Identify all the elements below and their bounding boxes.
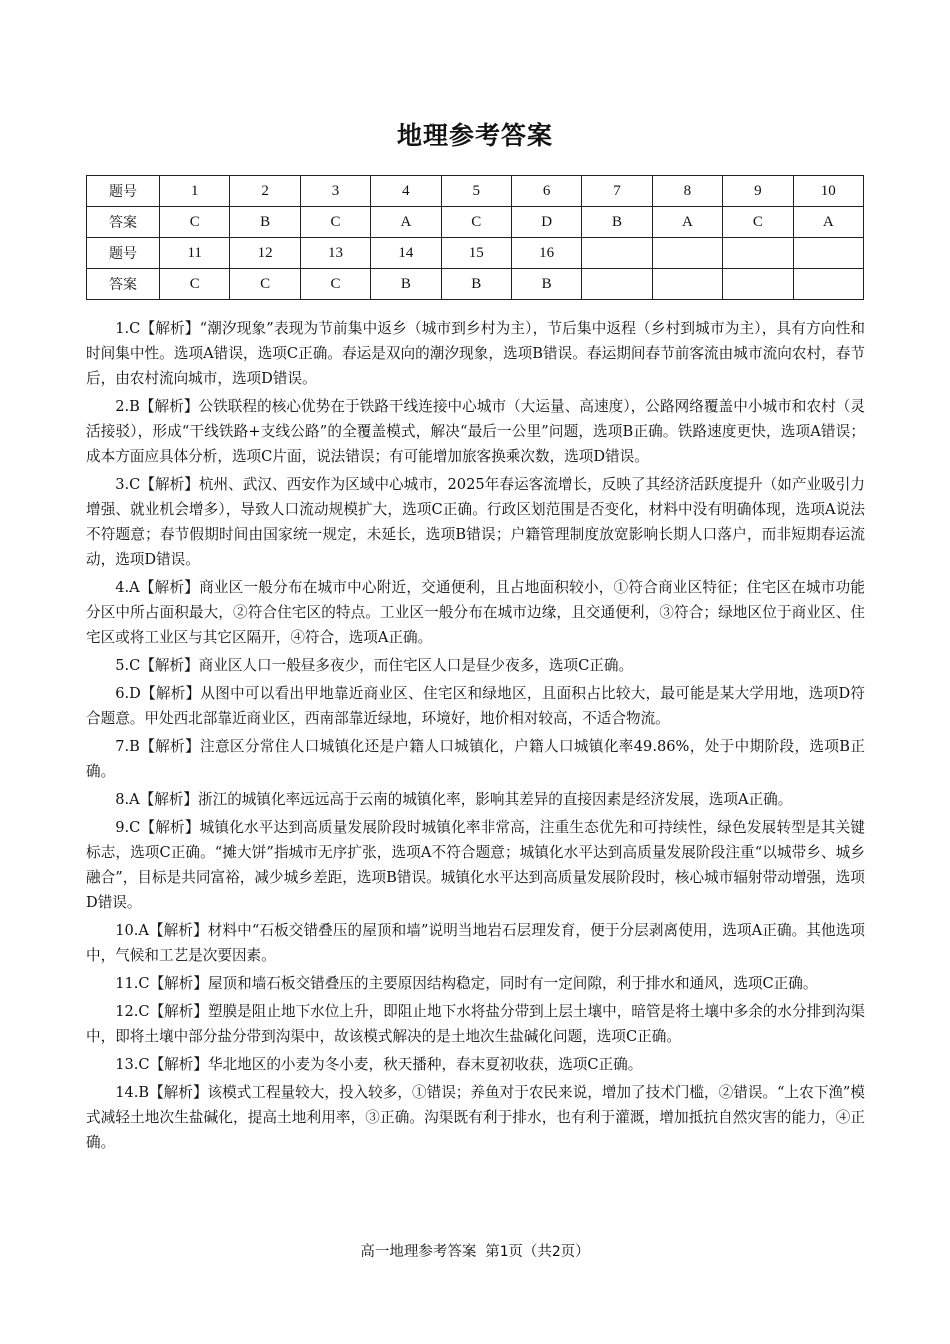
table-cell <box>582 269 652 300</box>
table-cell: 15 <box>441 238 511 269</box>
explanation-paragraph: 6.D【解析】从图中可以看出甲地靠近商业区、住宅区和绿地区，且面积占比较大，最可能是某大学用地，选项D符合题意。甲处西北部靠近商业区，西南部靠近绿地，环境好，地价相对较高，不适合物流。 <box>86 685 865 727</box>
table-cell: 5 <box>441 176 511 207</box>
table-cell: C <box>300 207 370 238</box>
table-header-cell: 题号 <box>87 238 160 269</box>
table-header-cell: 答案 <box>87 269 160 300</box>
table-cell: C <box>441 207 511 238</box>
table-cell: 3 <box>300 176 370 207</box>
explanation-paragraph: 2.B【解析】公铁联程的核心优势在于铁路干线连接中心城市（大运量、高速度），公路网络覆盖中小城市和农村（灵活接驳），形成“干线铁路+支线公路”的全覆盖模式，解决“最后一公里”问题，选项B正确。铁路速度更快，选项A错误；成本方面应具体分析，选项C片面，说法错误；有可能增加旅客换乘次数，选项D错误。 <box>86 398 865 465</box>
explanation-paragraph: 10.A【解析】材料中“石板交错叠压的屋顶和墙”说明当地岩石层理发育，便于分层剥离使用，选项A正确。其他选项中，气候和工艺是次要因素。 <box>86 922 865 964</box>
table-cell: C <box>160 207 230 238</box>
table-cell <box>793 269 863 300</box>
table-cell: C <box>230 269 300 300</box>
table-cell: 16 <box>511 238 581 269</box>
table-header-cell: 答案 <box>87 207 160 238</box>
table-cell <box>723 269 793 300</box>
table-cell: C <box>160 269 230 300</box>
explanation-paragraph: 13.C【解析】华北地区的小麦为冬小麦，秋天播种，春末夏初收获，选项C正确。 <box>115 1056 643 1073</box>
table-cell: B <box>371 269 441 300</box>
table-row <box>87 269 864 300</box>
table-cell: 13 <box>300 238 370 269</box>
explanation-paragraph: 4.A【解析】商业区一般分布在城市中心附近，交通便利，且占地面积较小，①符合商业区特征；住宅区在城市功能分区中所占面积最大，②符合住宅区的特点。工业区一般分布在城市边缘，且交通便利，③符合；绿地区位于商业区、住宅区或将工业区与其它区隔开，④符合，选项A正确。 <box>86 579 865 646</box>
table-cell: A <box>371 207 441 238</box>
table-cell: B <box>441 269 511 300</box>
explanation-paragraph: 14.B【解析】该模式工程量较大，投入较多，①错误；养鱼对于农民来说，增加了技术门槛，②错误。“上农下渔”模式减轻土地次生盐碱化，提高土地利用率，③正确。沟渠既有利于排水，也有利于灌溉，增加抵抗自然灾害的能力，④正确。 <box>86 1084 865 1151</box>
table-cell: 2 <box>230 176 300 207</box>
table-cell <box>793 238 863 269</box>
table-cell: D <box>511 207 581 238</box>
table-cell: C <box>300 269 370 300</box>
table-cell <box>652 238 722 269</box>
table-cell: 12 <box>230 238 300 269</box>
table-cell: 11 <box>160 238 230 269</box>
table-cell: A <box>652 207 722 238</box>
explanation-paragraph: 5.C【解析】商业区人口一般昼多夜少，而住宅区人口是昼少夜多，选项C正确。 <box>115 657 634 674</box>
table-cell: B <box>230 207 300 238</box>
explanation-paragraph: 12.C【解析】塑膜是阻止地下水位上升，即阻止地下水将盐分带到上层土壤中，暗管是将土壤中多余的水分排到沟渠中，即将土壤中部分盐分带到沟渠中，故该模式解决的是土地次生盐碱化问题，选项C正确。 <box>86 1003 865 1045</box>
table-cell: C <box>723 207 793 238</box>
table-row <box>87 176 864 207</box>
explanation-paragraph: 8.A【解析】浙江的城镇化率远远高于云南的城镇化率，影响其差异的直接因素是经济发展，选项A正确。 <box>115 791 793 808</box>
table-cell <box>652 269 722 300</box>
table-cell <box>723 238 793 269</box>
explanation-paragraph: 9.C【解析】城镇化水平达到高质量发展阶段时城镇化率非常高，注重生态优先和可持续性，绿色发展转型是其关键标志，选项C正确。“摊大饼”指城市无序扩张，选项A不符合题意；城镇化水平达到高质量发展阶段注重“以城带乡、城乡融合”，目标是共同富裕，减少城乡差距，选项B错误。城镇化水平达到高质量发展阶段时，核心城市辐射带动增强，选项D错误。 <box>86 819 865 911</box>
explanation-paragraph: 1.C【解析】“潮汐现象”表现为节前集中返乡（城市到乡村为主），节后集中返程（乡村到城市为主），具有方向性和时间集中性。选项A错误，选项C正确。春运是双向的潮汐现象，选项B错误。春运期间春节前客流由城市流向农村，春节后，由农村流向城市，选项D错误。 <box>86 320 865 387</box>
table-cell: 7 <box>582 176 652 207</box>
explanation-paragraph: 3.C【解析】杭州、武汉、西安作为区域中心城市，2025年春运客流增长，反映了其经济活跃度提升（如产业吸引力增强、就业机会增多），导致人口流动规模扩大，选项C正确。行政区划范围是否变化，材料中没有明确体现，选项A说法不符题意；春节假期时间由国家统一规定，未延长，选项B错误；户籍管理制度放宽影响长期人口落户，而非短期春运流动，选项D错误。 <box>86 476 865 568</box>
table-cell: B <box>511 269 581 300</box>
answer-table <box>86 175 864 300</box>
table-cell: 14 <box>371 238 441 269</box>
table-row <box>87 238 864 269</box>
table-cell: A <box>793 207 863 238</box>
explanation-paragraph: 7.B【解析】注意区分常住人口城镇化还是户籍人口城镇化，户籍人口城镇化率49.86%，处于中期阶段，选项B正确。 <box>86 738 865 780</box>
table-cell: 4 <box>371 176 441 207</box>
table-cell <box>582 238 652 269</box>
explanations <box>86 316 865 1158</box>
table-cell: B <box>582 207 652 238</box>
page-title: 地理参考答案 <box>396 121 553 150</box>
page-footer: 高一地理参考答案 第1页（共2页） <box>360 1244 590 1260</box>
table-cell: 10 <box>793 176 863 207</box>
table-cell: 8 <box>652 176 722 207</box>
table-cell: 1 <box>160 176 230 207</box>
table-header-cell: 题号 <box>87 176 160 207</box>
table-cell: 6 <box>511 176 581 207</box>
explanation-paragraph: 11.C【解析】屋顶和墙石板交错叠压的主要原因结构稳定，同时有一定间隙，利于排水和通风，选项C正确。 <box>115 975 818 992</box>
table-row <box>87 207 864 238</box>
table-cell: 9 <box>723 176 793 207</box>
